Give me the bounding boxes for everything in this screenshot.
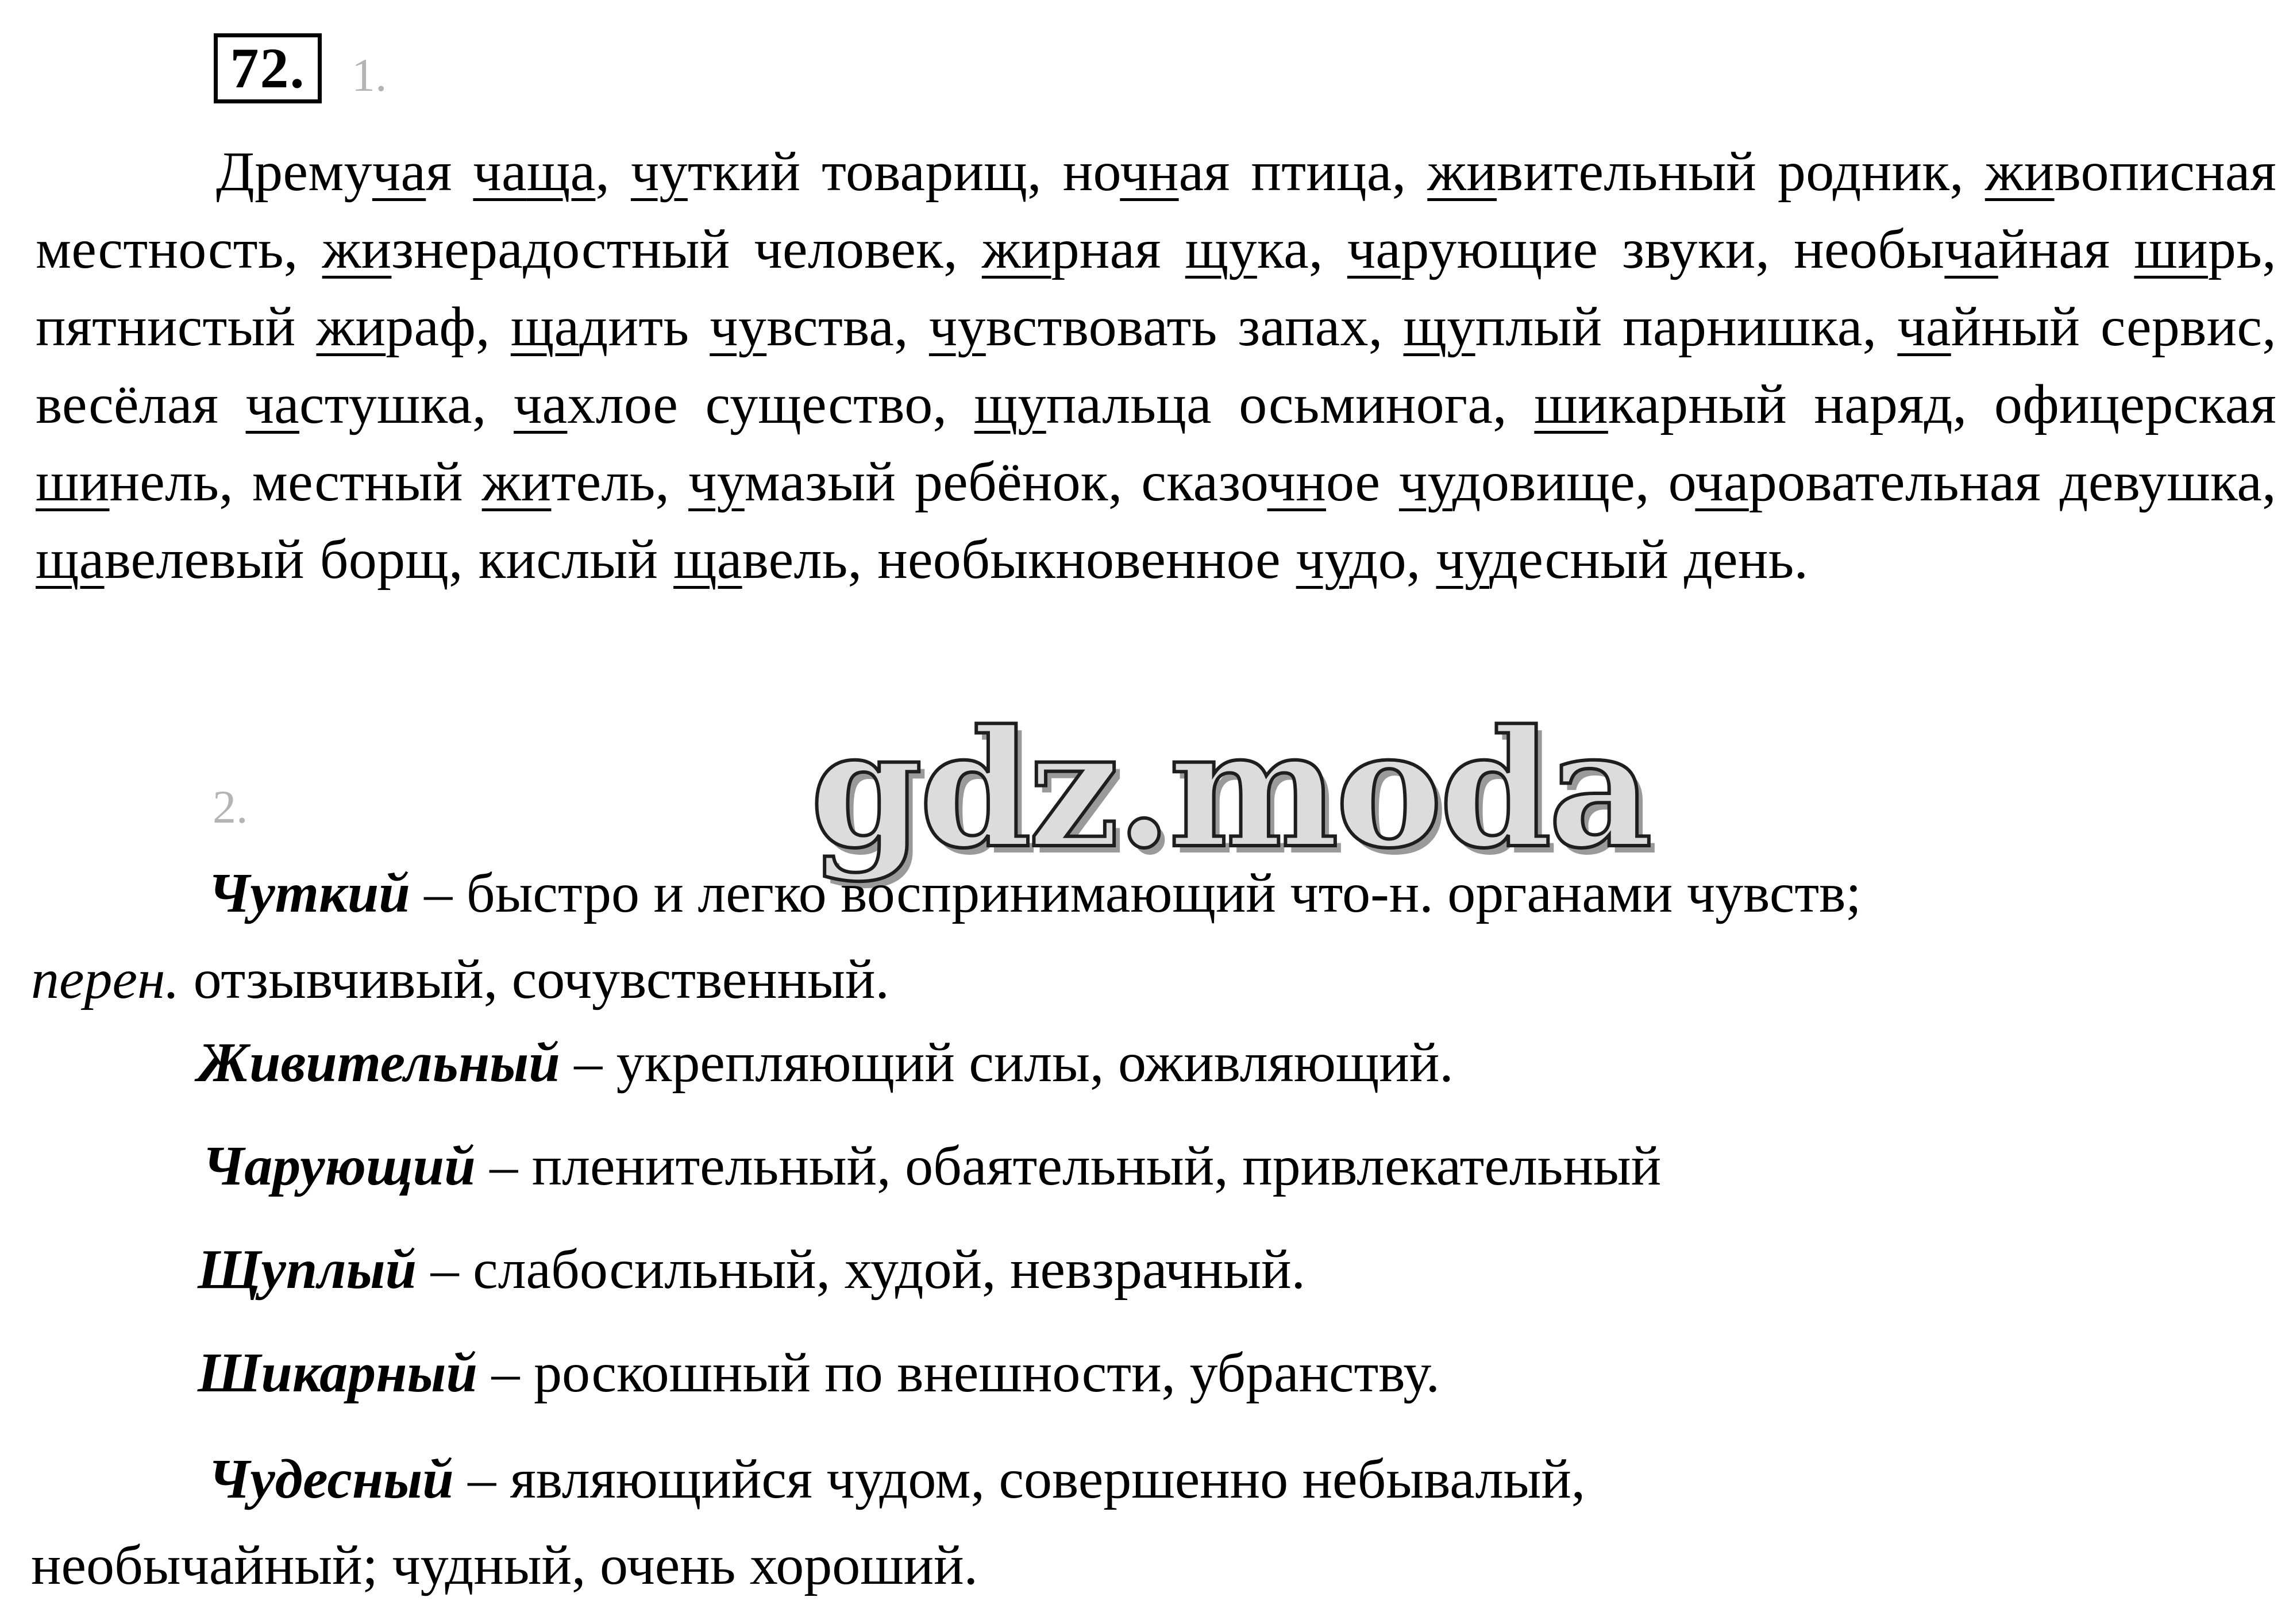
part2-label: 2. bbox=[213, 781, 248, 833]
definition-term: Чуткий bbox=[208, 862, 410, 924]
definition-term: Шикарный bbox=[198, 1342, 477, 1404]
definition-zhivitelnyy bbox=[198, 1020, 1454, 1106]
definition-term: Щуплый bbox=[198, 1239, 417, 1301]
definition-abbreviation: перен. bbox=[31, 948, 180, 1010]
definition-text: – роскошный по внешности, убранству. bbox=[477, 1342, 1440, 1404]
definition-chutkiy bbox=[208, 850, 1862, 936]
definition-charuyushchiy bbox=[202, 1123, 1661, 1209]
definition-text: отзывчивый, сочувственный. bbox=[179, 948, 889, 1010]
definition-text: – пленительный, обаятельный, привлекательный bbox=[475, 1135, 1662, 1197]
definition-term: Чудесный bbox=[208, 1448, 454, 1510]
definition-term: Чарующий bbox=[202, 1135, 476, 1197]
definition-text: – являющийся чудом, совершенно небывалый, bbox=[453, 1448, 1586, 1510]
definition-chudesnyy bbox=[208, 1436, 1585, 1522]
definition-text: необычайный; чудный, очень хороший. bbox=[31, 1534, 978, 1596]
part1-label: 1. bbox=[352, 49, 387, 101]
definition-term: Живительный bbox=[198, 1032, 560, 1094]
definition-shchuplyy bbox=[198, 1226, 1305, 1313]
watermark-logo: gdz.moda bbox=[810, 695, 1650, 884]
exercise-number: 72. bbox=[214, 33, 322, 103]
definition-shikarnyy bbox=[198, 1330, 1440, 1416]
part1-word-combinations: Дремучая чаща, чуткий товарищ, ночная птица, живительный родник, живописная местность, жизнерадостный человек, жирная щука, чарующие звуки, необычайная ширь, пятнистый жираф, щадить чувства, чувствовать запах, щуплый парнишка, чайный сервис, весёлая частушка, чахлое существо, щупальца осьминога, шикарный наряд, офицерская шинель, местный житель, чумазый ребёнок, сказочное чудовище, очаровательная девушка, щавелевый борщ, кислый щавель, необыкновенное чудо, чудесный день. bbox=[36, 141, 2276, 591]
definition-text: – слабосильный, худой, невзрачный. bbox=[417, 1239, 1306, 1301]
definition-text: – укрепляющий силы, оживляющий. bbox=[560, 1032, 1454, 1094]
definition-text: – быстро и легко воспринимающий что-н. органами чувств; bbox=[410, 862, 1862, 924]
definition-chutkiy-continued bbox=[31, 936, 889, 1023]
definition-chudesnyy-continued bbox=[31, 1522, 978, 1608]
